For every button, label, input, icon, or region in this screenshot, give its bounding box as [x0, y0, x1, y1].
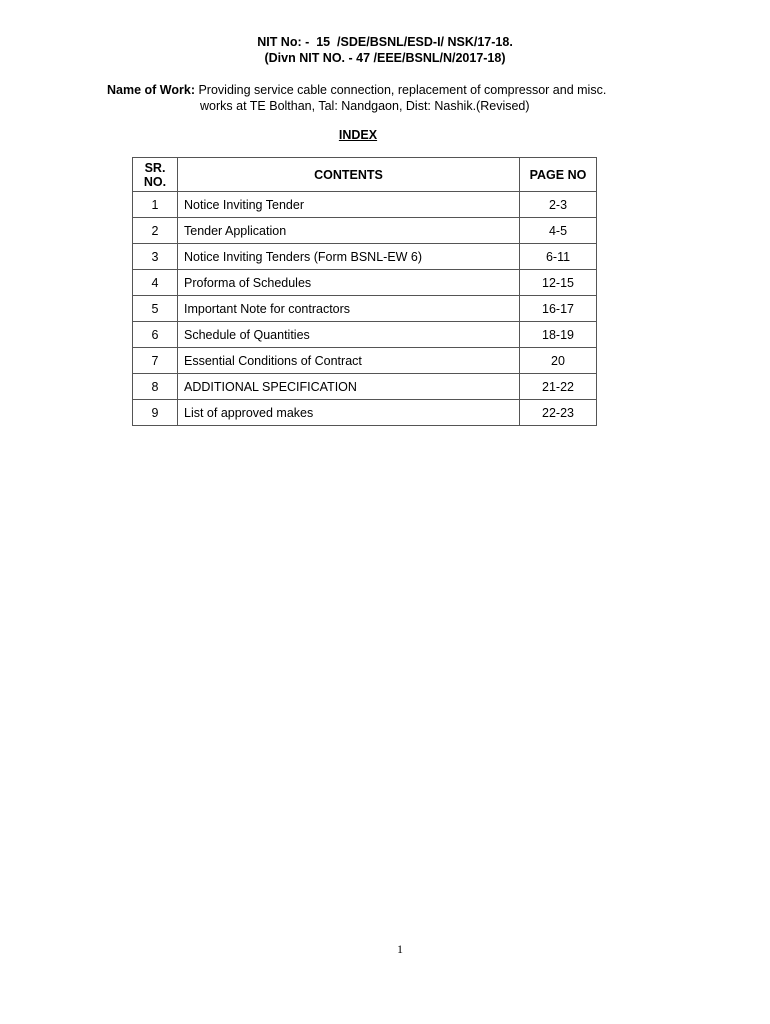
row-contents: Tender Application	[178, 218, 520, 244]
row-page-no: 6-11	[520, 244, 597, 270]
name-of-work	[107, 82, 647, 114]
table-row	[133, 400, 597, 426]
division-nit-number: (Divn NIT NO. - 47 /EEE/BSNL/N/2017-18)	[264, 51, 506, 65]
row-sr-no: 3	[133, 244, 178, 270]
row-sr-no: 2	[133, 218, 178, 244]
row-sr-no: 5	[133, 296, 178, 322]
table-row	[133, 322, 597, 348]
row-contents: Notice Inviting Tenders (Form BSNL-EW 6)	[178, 244, 520, 270]
page-number: 1	[397, 942, 403, 956]
row-sr-no: 8	[133, 374, 178, 400]
row-sr-no: 1	[133, 192, 178, 218]
name-of-work-text-line1: Providing service cable connection, replacement of compressor and misc.	[198, 83, 607, 97]
row-page-no: 22-23	[520, 400, 597, 426]
index-table	[132, 157, 597, 426]
row-contents: Essential Conditions of Contract	[178, 348, 520, 374]
table-row	[133, 296, 597, 322]
index-title: INDEX	[338, 128, 378, 142]
row-sr-no: 9	[133, 400, 178, 426]
column-header-contents: CONTENTS	[178, 158, 520, 192]
table-row	[133, 270, 597, 296]
row-contents: Important Note for contractors	[178, 296, 520, 322]
row-page-no: 18-19	[520, 322, 597, 348]
row-contents: Schedule of Quantities	[178, 322, 520, 348]
row-contents: List of approved makes	[178, 400, 520, 426]
nit-number: NIT No: - 15 /SDE/BSNL/ESD-I/ NSK/17-18.	[257, 35, 513, 49]
row-contents: ADDITIONAL SPECIFICATION	[178, 374, 520, 400]
name-of-work-text-line2: works at TE Bolthan, Tal: Nandgaon, Dist: Nashik.(Revised)	[200, 99, 530, 113]
row-contents: Proforma of Schedules	[178, 270, 520, 296]
table-row	[133, 192, 597, 218]
column-header-page-no: PAGE NO	[520, 158, 597, 192]
index-header-row	[133, 158, 597, 192]
table-row	[133, 218, 597, 244]
name-of-work-label: Name of Work:	[107, 83, 195, 97]
column-header-sr-no: SR. NO.	[133, 158, 178, 192]
table-row	[133, 348, 597, 374]
table-row	[133, 244, 597, 270]
row-sr-no: 7	[133, 348, 178, 374]
row-page-no: 20	[520, 348, 597, 374]
row-sr-no: 6	[133, 322, 178, 348]
row-page-no: 12-15	[520, 270, 597, 296]
row-sr-no: 4	[133, 270, 178, 296]
row-page-no: 4-5	[520, 218, 597, 244]
row-page-no: 21-22	[520, 374, 597, 400]
row-page-no: 2-3	[520, 192, 597, 218]
table-row	[133, 374, 597, 400]
row-page-no: 16-17	[520, 296, 597, 322]
row-contents: Notice Inviting Tender	[178, 192, 520, 218]
